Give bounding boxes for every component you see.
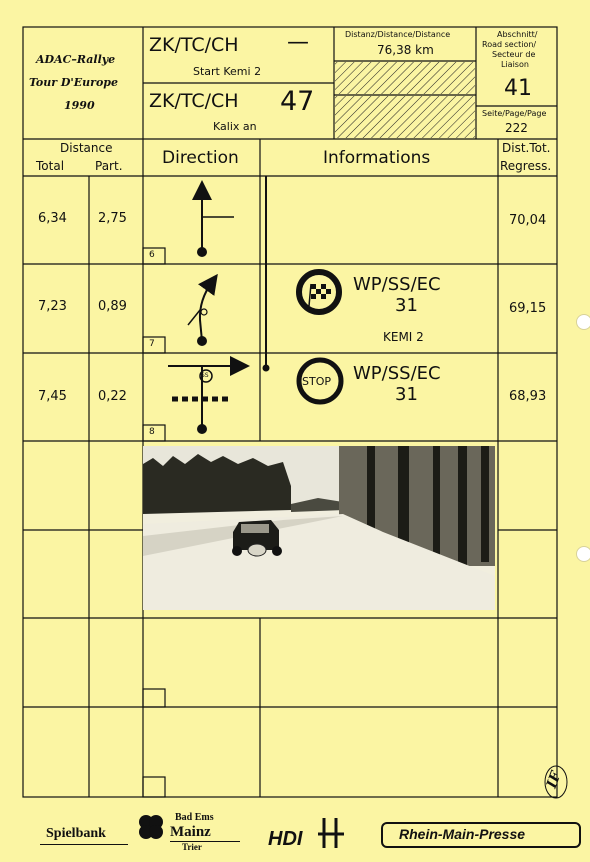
small-sign-text: SS — [201, 372, 209, 379]
row2-info-number: 31 — [395, 295, 418, 316]
section-heading-4: Liaison — [501, 60, 529, 69]
hdi-text: HDI — [268, 828, 303, 850]
col-distance: Distance — [60, 141, 113, 155]
distance-value: 76,38 km — [377, 43, 434, 57]
page-heading: Seite/Page/Page — [482, 109, 547, 118]
tulip-row1 — [198, 190, 234, 256]
signature-initials: IF — [543, 769, 565, 791]
row1-regress: 70,04 — [509, 213, 547, 228]
start-location: Start Kemi 2 — [193, 65, 262, 78]
spielbank-text: Spielbank — [46, 826, 106, 841]
col-total: Total — [36, 159, 65, 173]
row3-info-code: WP/SS/EC — [353, 363, 441, 384]
end-control-number: 47 — [280, 86, 315, 117]
row3-total: 7,45 — [38, 389, 67, 404]
rally-car — [232, 520, 282, 556]
row3-part: 0,22 — [98, 389, 127, 404]
row1-index: 6 — [149, 250, 155, 260]
section-number: 41 — [504, 76, 532, 101]
checkered-flag-sign — [299, 272, 339, 312]
row1-total: 6,34 — [38, 211, 67, 226]
section-heading-2: Road section/ — [482, 40, 537, 49]
row2-total: 7,23 — [38, 299, 67, 314]
rally-year: 1990 — [64, 99, 95, 112]
bad-ems-text: Bad Ems — [175, 812, 214, 823]
info-marker-dot — [263, 365, 270, 372]
page-number: 222 — [505, 121, 528, 135]
stop-sign-text: STOP — [302, 375, 331, 388]
section-heading-3: Secteur de — [492, 50, 536, 59]
trier-text: Trier — [182, 842, 202, 852]
hdi-emblem-icon — [316, 814, 346, 850]
row2-part: 0,89 — [98, 299, 127, 314]
row2-index: 7 — [149, 339, 155, 349]
section-heading-1: Abschnitt/ — [497, 30, 538, 39]
start-control-dash: — — [287, 30, 309, 55]
col-direction: Direction — [162, 148, 239, 168]
spielbank-logo — [40, 812, 240, 852]
distance-heading: Distanz/Distance/Distance — [345, 30, 451, 39]
mainz-text: Mainz — [170, 824, 211, 840]
clover-icon — [134, 810, 168, 844]
rhein-main-presse-text: Rhein-Main-Presse — [399, 826, 526, 842]
rally-name-line1: ADAC–Rallye — [36, 53, 116, 66]
start-control-code: ZK/TC/CH — [149, 34, 239, 56]
row2-info-place: KEMI 2 — [383, 330, 424, 344]
rally-name-line2: Tour D'Europe — [29, 76, 118, 89]
row1-part: 2,75 — [98, 211, 127, 226]
col-informations: Informations — [323, 148, 431, 168]
row3-regress: 68,93 — [509, 389, 547, 404]
col-dist-tot: Dist.Tot. — [502, 141, 551, 155]
stage-photo — [143, 446, 495, 610]
row3-info-number: 31 — [395, 384, 418, 405]
col-part: Part. — [95, 159, 123, 173]
tulip-row2 — [188, 282, 212, 345]
end-location: Kalix an — [213, 120, 257, 133]
rhein-main-presse-logo — [381, 822, 581, 848]
hdi-logo — [268, 820, 358, 856]
end-control-code: ZK/TC/CH — [149, 90, 239, 112]
row3-index: 8 — [149, 427, 155, 437]
row2-info-code: WP/SS/EC — [353, 274, 441, 295]
row2-regress: 69,15 — [509, 301, 547, 316]
col-regress: Regress. — [500, 159, 552, 173]
